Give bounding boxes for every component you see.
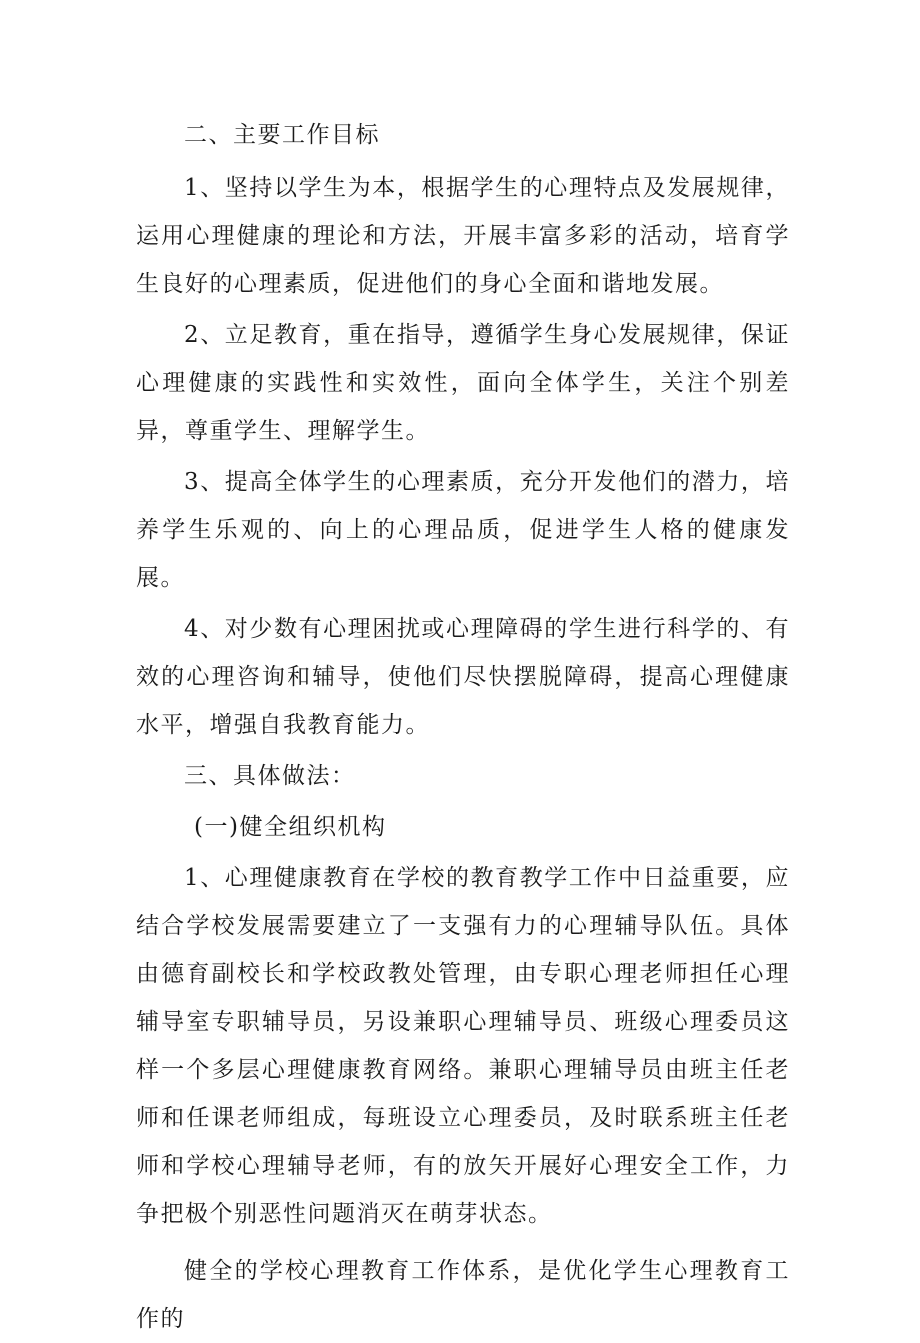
paragraph-goal-3: 3、提高全体学生的心理素质，充分开发他们的潜力，培养学生乐观的、向上的心理品质，促进学生人格的健康发展。	[136, 469, 790, 591]
paragraph-goal-4: 4、对少数有心理困扰或心理障碍的学生进行科学的、有效的心理咨询和辅导，使他们尽快摆脱障碍，提高心理健康水平，增强自我教育能力。	[136, 616, 790, 738]
paragraph-goal-1: 1、坚持以学生为本，根据学生的心理特点及发展规律，运用心理健康的理论和方法，开展丰富多彩的活动，培育学生良好的心理素质，促进他们的身心全面和谐地发展。	[136, 175, 790, 297]
paragraph-closing: 健全的学校心理教育工作体系，是优化学生心理教育工作的	[136, 1258, 790, 1332]
section-heading-goals: 二、主要工作目标	[184, 122, 380, 148]
paragraph-goal-2: 2、立足教育，重在指导，遵循学生身心发展规律，保证心理健康的实践性和实效性，面向全体学生，关注个别差异，尊重学生、理解学生。	[136, 322, 790, 444]
subsection-heading-organization: (一)健全组织机构	[194, 814, 387, 840]
paragraph-method-1: 1、心理健康教育在学校的教育教学工作中日益重要，应结合学校发展需要建立了一支强有力的心理辅导队伍。具体由德育副校长和学校政教处管理，由专职心理老师担任心理辅导室专职辅导员，另设兼职心理辅导员、班级心理委员这样一个多层心理健康教育网络。兼职心理辅导员由班主任老师和任课老师组成，每班设立心理委员，及时联系班主任老师和学校心理辅导老师，有的放矢开展好心理安全工作，力争把极个别恶性问题消灭在萌芽状态。	[136, 865, 790, 1227]
section-heading-methods: 三、具体做法：	[184, 763, 356, 789]
document-body	[136, 111, 790, 1343]
